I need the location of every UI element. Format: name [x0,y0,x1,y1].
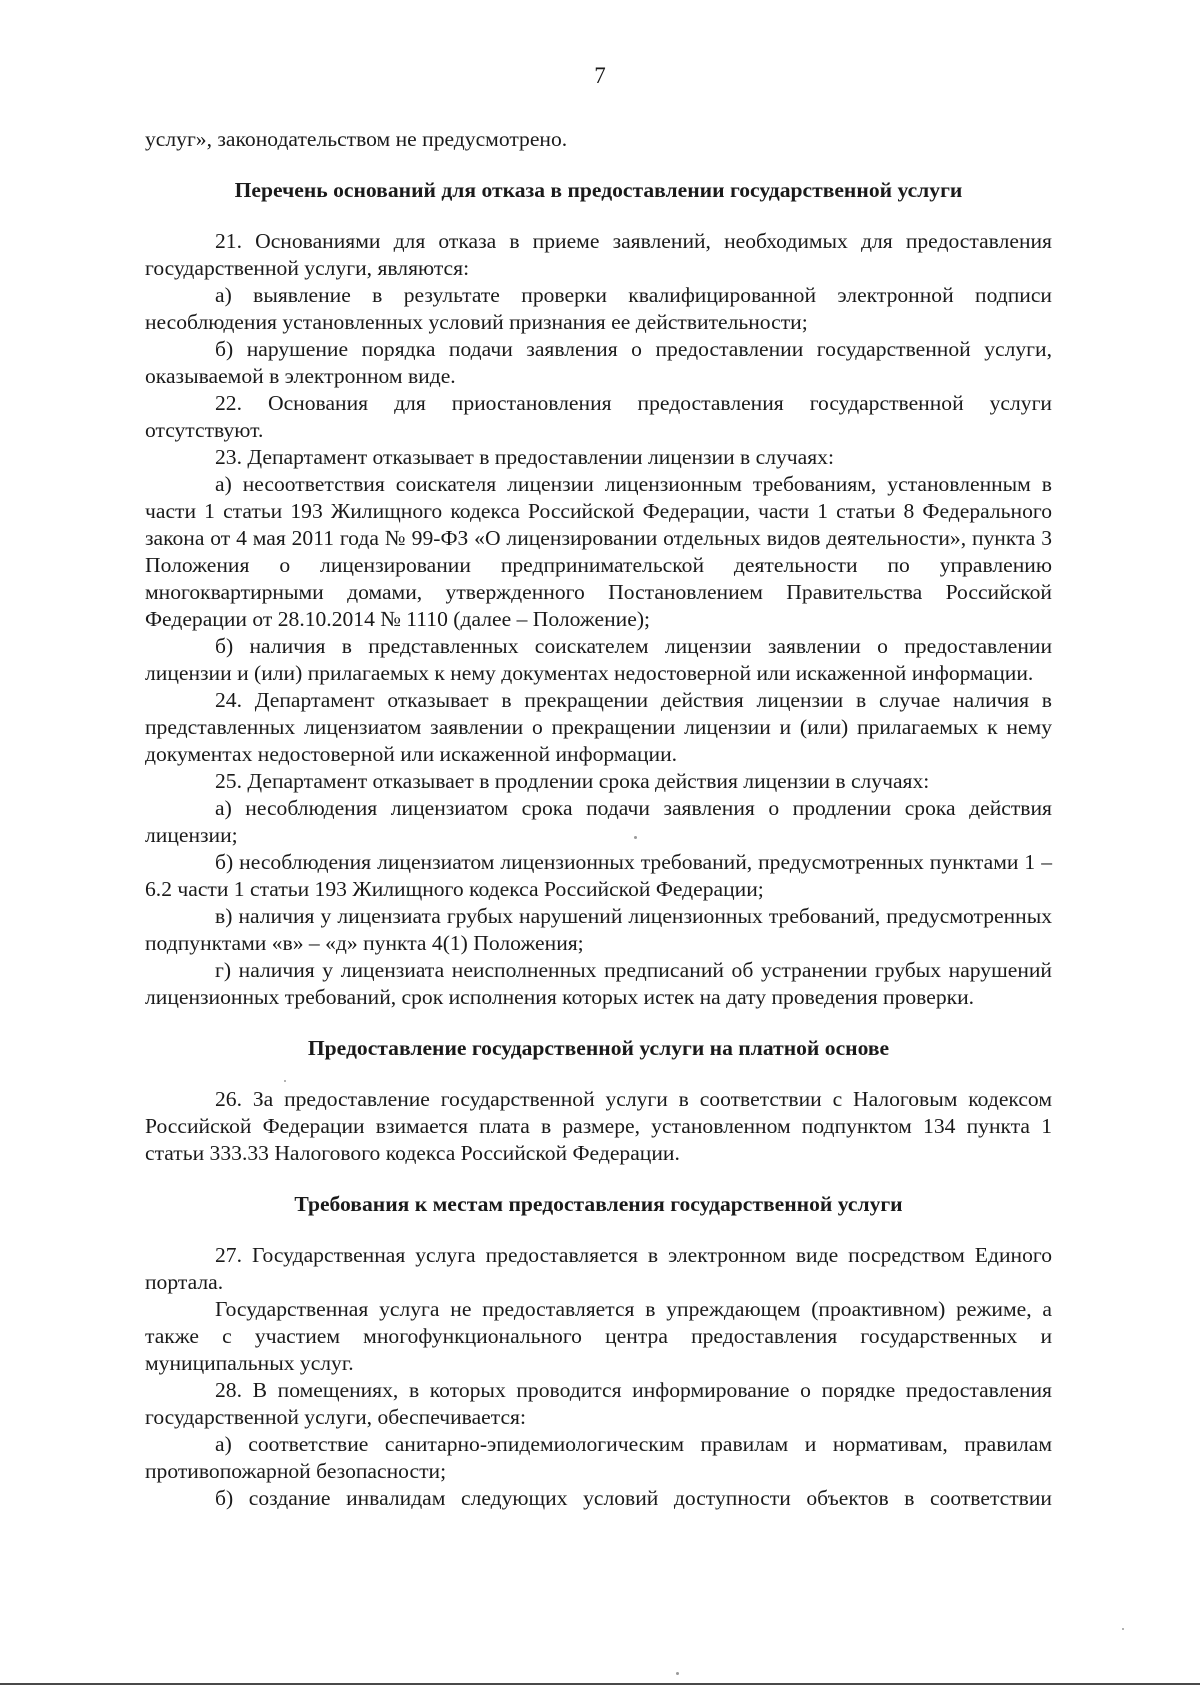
scan-speck [1122,1628,1124,1630]
paragraph-23: 23. Департамент отказывает в предоставлении лицензии в случаях: [215,445,834,469]
paragraph-25c: в) наличия у лицензиата грубых нарушений лицензионных требований, предусмотренных подпунктами «в» – «д» пункта 4(1) Положения; [145,904,1052,955]
page-number: 7 [594,63,606,88]
section-heading-places: Требования к местам предоставления государственной услуги [294,1192,903,1216]
paragraph-23a: а) несоответствия соискателя лицензии лицензионным требованиям, установленным в части 1 статьи 193 Жилищного кодекса Российской Федерации, части 1 статьи 8 Федерального закона от 4 мая 2011 года № 99-ФЗ «О лицензировании отдельных видов деятельности», пункта 3 Положения о лицензировании предпринимательской деятельности по управлению многоквартирными домами, утвержденного Постановлением Правительства Российской Федерации от 28.10.2014 № 1110 (далее – Положение); [145,472,1052,631]
scan-speck [676,1672,679,1675]
paragraph-25a: а) несоблюдения лицензиатом срока подачи заявления о продлении срока действия лицензии; [145,796,1052,847]
paragraph-27: 27. Государственная услуга предоставляется в электронном виде посредством Единого портала. [145,1243,1052,1294]
paragraph-22: 22. Основания для приостановления предоставления государственной услуги отсутствуют. [145,391,1052,442]
paragraph-28a: а) соответствие санитарно-эпидемиологическим правилам и нормативам, правилам противопожарной безопасности; [145,1432,1052,1483]
paragraph-21: 21. Основаниями для отказа в приеме заявлений, необходимых для предоставления государственной услуги, являются: [145,229,1052,280]
section-heading-paid: Предоставление государственной услуги на платной основе [307,1036,890,1060]
paragraph-25d: г) наличия у лицензиата неисполненных предписаний об устранении грубых нарушений лицензионных требований, срок исполнения которых истек на дату проведения проверки. [145,958,1052,1009]
paragraph-28b: б) создание инвалидам следующих условий доступности объектов в соответствии [215,1486,1052,1510]
document-body [145,126,1052,1512]
scan-speck [634,836,637,839]
scan-bottom-edge [0,1683,1200,1685]
paragraph-24: 24. Департамент отказывает в прекращении действия лицензии в случае наличия в представленных лицензиатом заявлении о прекращении лицензии и (или) прилагаемых к нему документах недостоверной или искаженной информации. [145,688,1052,766]
paragraph-21a: а) выявление в результате проверки квалифицированной электронной подписи несоблюдения установленных условий признания ее действительности; [145,283,1052,334]
paragraph-26: 26. За предоставление государственной услуги в соответствии с Налоговым кодексом Российской Федерации взимается плата в размере, установленном подпунктом 134 пункта 1 статьи 333.33 Налогового кодекса Российской Федерации. [145,1087,1052,1165]
paragraph-21b: б) нарушение порядка подачи заявления о предоставлении государственной услуги, оказываемой в электронном виде. [145,337,1052,388]
paragraph-25: 25. Департамент отказывает в продлении срока действия лицензии в случаях: [215,769,930,793]
paragraph-27b: Государственная услуга не предоставляется в упреждающем (проактивном) режиме, а также с участием многофункционального центра предоставления государственных и муниципальных услуг. [145,1297,1052,1375]
intro-line: услуг», законодательством не предусмотрено. [145,127,568,151]
paragraph-23b: б) наличия в представленных соискателем лицензии заявлении о предоставлении лицензии и (или) прилагаемых к нему документах недостоверной или искаженной информации. [145,634,1052,685]
section-heading-refusal: Перечень оснований для отказа в предоставлении государственной услуги [234,178,963,202]
scan-speck [284,1080,286,1082]
paragraph-28: 28. В помещениях, в которых проводится информирование о порядке предоставления государственной услуги, обеспечивается: [145,1378,1052,1429]
paragraph-25b: б) несоблюдения лицензиатом лицензионных требований, предусмотренных пунктами 1 – 6.2 части 1 статьи 193 Жилищного кодекса Российской Федерации; [145,850,1052,901]
